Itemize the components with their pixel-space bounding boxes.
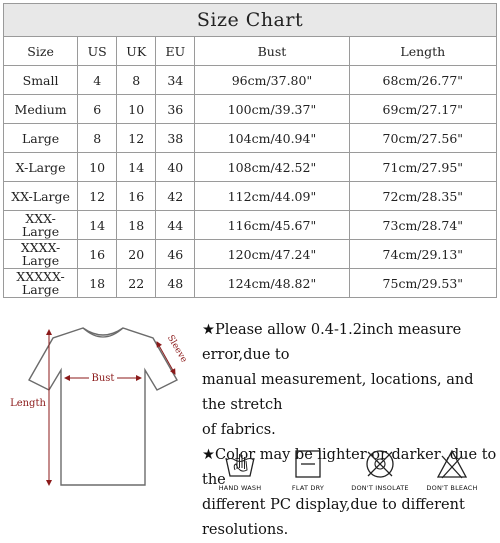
length-cell: 70cm/27.56" [349, 124, 496, 153]
do-not-insolate-icon [363, 448, 397, 480]
table-row [4, 211, 497, 240]
uk-cell: 12 [117, 124, 156, 153]
note-line: ★Color may be lighter or darker ,due to the [202, 447, 497, 488]
table-row [4, 66, 497, 95]
tshirt-outline [29, 328, 177, 485]
header-row [4, 37, 497, 66]
uk-cell: 16 [117, 182, 156, 211]
care-item-flat-dry [273, 448, 343, 492]
note-line: of fabrics. [202, 422, 276, 438]
care-item-do-not-bleach [417, 448, 487, 492]
care-item-do-not-insolate [345, 448, 415, 492]
table-row [4, 269, 497, 298]
bust-cell: 100cm/39.37" [195, 95, 349, 124]
size-cell: Medium [4, 95, 78, 124]
size-cell: Large [4, 124, 78, 153]
eu-cell: 46 [156, 240, 195, 269]
care-label: DON'T INSOLATE [351, 484, 409, 492]
us-cell: 4 [78, 66, 117, 95]
tshirt-diagram [5, 320, 200, 495]
length-cell: 69cm/27.17" [349, 95, 496, 124]
eu-cell: 34 [156, 66, 195, 95]
care-item-hand-wash [205, 448, 275, 492]
header-uk: UK [117, 37, 156, 66]
header-eu: EU [156, 37, 195, 66]
length-cell: 73cm/28.74" [349, 211, 496, 240]
us-cell: 8 [78, 124, 117, 153]
bust-cell: 116cm/45.67" [195, 211, 349, 240]
measurement-notes [202, 318, 498, 543]
hand-wash-icon [223, 448, 257, 480]
header-us: US [78, 37, 117, 66]
table-row [4, 240, 497, 269]
size-cell: XXXX- Large [4, 240, 78, 269]
us-cell: 10 [78, 153, 117, 182]
size-cell: X-Large [4, 153, 78, 182]
flat-dry-icon [291, 448, 325, 480]
care-instructions [205, 448, 497, 494]
us-cell: 16 [78, 240, 117, 269]
length-cell: 75cm/29.53" [349, 269, 496, 298]
care-label: FLAT DRY [291, 484, 325, 492]
length-cell: 68cm/26.77" [349, 66, 496, 95]
size-chart [3, 3, 497, 298]
note-line: manual measurement, locations, and the stretch [202, 372, 474, 413]
length-cell: 74cm/29.13" [349, 240, 496, 269]
us-cell: 12 [78, 182, 117, 211]
header-length: Length [349, 37, 496, 66]
eu-cell: 44 [156, 211, 195, 240]
bust-cell: 104cm/40.94" [195, 124, 349, 153]
eu-cell: 40 [156, 153, 195, 182]
header-size: Size [4, 37, 78, 66]
care-label: HAND WASH [218, 484, 262, 492]
table-row [4, 95, 497, 124]
eu-cell: 36 [156, 95, 195, 124]
uk-cell: 14 [117, 153, 156, 182]
table-row [4, 182, 497, 211]
size-table [3, 3, 497, 298]
eu-cell: 38 [156, 124, 195, 153]
eu-cell: 48 [156, 269, 195, 298]
length-label: Length [10, 398, 46, 409]
bust-cell: 96cm/37.80" [195, 66, 349, 95]
uk-cell: 8 [117, 66, 156, 95]
size-cell: XXXXX- Large [4, 269, 78, 298]
note-line: different PC display,due to different resolutions. [202, 497, 465, 538]
bust-cell: 124cm/48.82" [195, 269, 349, 298]
size-cell: Small [4, 66, 78, 95]
uk-cell: 10 [117, 95, 156, 124]
sleeve-label: Sleeve [164, 333, 189, 365]
size-cell: XXX- Large [4, 211, 78, 240]
uk-cell: 20 [117, 240, 156, 269]
us-cell: 6 [78, 95, 117, 124]
us-cell: 18 [78, 269, 117, 298]
note-line: ★Please allow 0.4-1.2inch measure error,due to [202, 322, 462, 363]
care-label: DON'T BLEACH [426, 484, 478, 492]
table-row [4, 124, 497, 153]
header-bust: Bust [195, 37, 349, 66]
uk-cell: 18 [117, 211, 156, 240]
chart-title: Size Chart [4, 4, 497, 37]
bust-cell: 112cm/44.09" [195, 182, 349, 211]
do-not-bleach-icon [435, 448, 469, 480]
length-cell: 72cm/28.35" [349, 182, 496, 211]
us-cell: 14 [78, 211, 117, 240]
size-cell: XX-Large [4, 182, 78, 211]
table-row [4, 153, 497, 182]
bust-label: Bust [91, 373, 115, 384]
length-cell: 71cm/27.95" [349, 153, 496, 182]
uk-cell: 22 [117, 269, 156, 298]
bust-cell: 120cm/47.24" [195, 240, 349, 269]
eu-cell: 42 [156, 182, 195, 211]
bust-cell: 108cm/42.52" [195, 153, 349, 182]
